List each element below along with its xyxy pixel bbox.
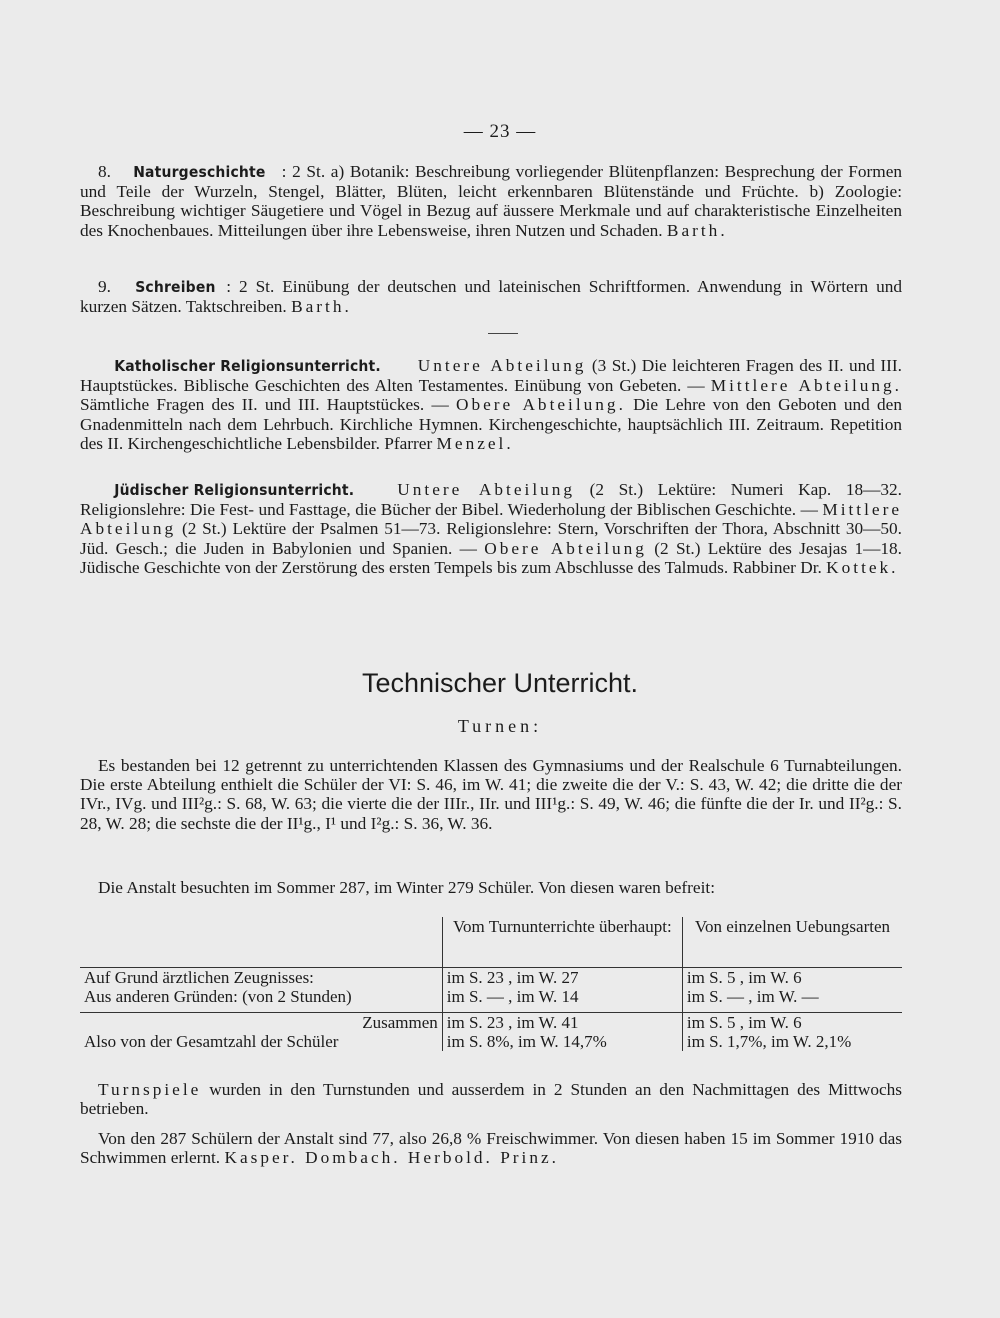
juedisch-heading: Jüdischer Religionsunterricht. <box>114 481 355 499</box>
section-divider <box>488 333 518 334</box>
befreit-text: Die Anstalt besuchten im Sommer 287, im Winter 279 Schüler. Von diesen waren befreit: <box>98 878 716 897</box>
turnen-paragraph <box>80 756 902 833</box>
befreit-paragraph <box>80 878 902 897</box>
juedisch-middle-label: Mittlere Abteilung <box>80 500 902 539</box>
section-schreiben <box>80 277 902 316</box>
table-cell: Aus anderen Gründen: (von 2 Stunden) <box>84 987 352 1006</box>
table-row <box>80 968 902 988</box>
table-header-row <box>80 917 902 968</box>
juedisch-middle-text: (2 St.) Lektüre der Psalmen 51—73. Religionslehre: Stern, Vorschriften der Thora, Abschnitt 30—50. Jüd. Gesch.; die Juden in Babylonien und Spanien. — <box>80 519 902 558</box>
schwimmen-text: Von den 287 Schülern der Anstalt sind 77, also 26,8 % Freischwimmer. Von diesen haben 15 im Sommer 1910 das Schwimmen erlernt. <box>80 1129 902 1168</box>
table-percent-row <box>80 1032 902 1051</box>
teacher-name: Barth. <box>291 297 352 317</box>
table-cell: im S. 8%, im W. 14,7% <box>442 1032 682 1051</box>
table-row <box>80 987 902 1006</box>
exemption-table <box>80 917 902 1051</box>
katholisch-upper-label: Obere Abteilung. <box>455 395 626 415</box>
item-number: 9. <box>98 277 111 296</box>
schwimmen-paragraph <box>80 1129 902 1167</box>
table-cell: im S. 5 , im W. 6 <box>682 1013 902 1033</box>
item-number: 8. <box>98 162 111 181</box>
table-cell: im S. 5 , im W. 6 <box>682 968 902 988</box>
katholisch-middle-text: Sämtliche Fragen des II. und III. Hauptstückes. — <box>80 395 449 415</box>
teacher-name: Barth. <box>666 220 728 240</box>
katholisch-heading: Katholischer Religionsunterricht. <box>114 357 381 375</box>
teacher-name: Menzel. <box>436 433 514 453</box>
table-cell: im S. 1,7%, im W. 2,1% <box>682 1032 902 1051</box>
naturgeschichte-heading: Naturgeschichte <box>132 163 266 181</box>
teacher-name: Kottek. <box>826 557 899 577</box>
table-header-cell: Von einzelnen Uebungsarten <box>682 917 902 968</box>
table-cell: Also von der Gesamtzahl der Schüler <box>84 1032 339 1051</box>
turnen-text: Es bestanden bei 12 getrennt zu unterrichtenden Klassen des Gymnasiums und der Realschule 6 Turnabteilungen. Die erste Abteilung enthielt die Schüler der VI: S. 46, im W. 41; die zweite die der V.: S. 43, W. 42; die dritte die der IVr., IVg. und III²g.: S. 68, W. 63; die vierte die der IIIr., IIr. und III¹g.: S. 49, W. 46; die fünfte die der Ir. und II²g.: S. 28, W. 28; die sechste die der II¹g., I¹ und I²g.: S. 36, W. 36. <box>80 756 902 833</box>
table-cell: im S. — , im W. 14 <box>442 987 682 1006</box>
katholisch-middle-label: Mittlere Abteilung. <box>710 376 902 396</box>
schreiben-text: : 2 St. Einübung der deutschen und lateinischen Schriftformen. Anwendung in Wörtern und kurzen Sätzen. Taktschreiben. <box>80 277 902 317</box>
section-naturgeschichte <box>80 162 902 240</box>
naturgeschichte-text: : 2 St. a) Botanik: Beschreibung vorliegender Blütenpflanzen: Besprechung der Formen und Teile der Wurzeln, Stengel, Blätter, Blüten, leicht erkennbaren Blütenstände und Früchte. b) Zoologie: Beschreibung wichtiger Säugetiere und Vögel in Bezug auf äussere Merkmale und auf charakteristische Einzelheiten des Knochenbaues. Mitteilungen über ihre Lebensweise, ihren Nutzen und Schaden. <box>80 162 902 240</box>
table-cell: Auf Grund ärztlichen Zeugnisses: <box>80 968 442 988</box>
table-header-empty <box>80 917 442 968</box>
section-title: Technischer Unterricht. <box>361 668 639 698</box>
schreiben-heading: Schreiben <box>135 278 216 296</box>
turnspiele-text: wurden in den Turnstunden und ausserdem in 2 Stunden an den Nachmittagen des Mittwochs betrieben. <box>80 1080 902 1119</box>
juedisch-lower-text: (2 St.) Lektüre: Numeri Kap. 18—32. Religionslehre: Die Fest- und Fasttage, die Bücher der Bibel. Wiederholung der Biblischen Geschichte. — <box>80 480 902 520</box>
katholisch-lower-label: Untere Abteilung <box>417 356 587 375</box>
juedisch-lower-label: Untere Abteilung <box>397 480 576 499</box>
juedisch-upper-label: Obere Abteilung <box>484 538 647 558</box>
table-header-cell: Vom Turnunterrichte überhaupt: <box>442 917 682 968</box>
table-sum-row <box>80 1013 902 1033</box>
subsection-title: Turnen: <box>457 716 543 736</box>
table-cell: im S. 23 , im W. 27 <box>442 968 682 988</box>
section-juedisch <box>80 480 902 577</box>
juedisch-upper-text: (2 St.) Lektüre des Jesajas 1—18. Jüdische Geschichte von der Zerstörung des ersten Tempels bis zum Abschlusse des Talmuds. Rabbiner Dr. <box>80 538 903 577</box>
table-cell: im S. 23 , im W. 41 <box>442 1013 682 1033</box>
katholisch-upper-text: Die Lehre von den Geboten und den Gnadenmitteln nach dem Lehrbuch. Kirchliche Hymnen. Kirchengeschichte, hauptsächlich III. Zeitraum. Repetition des II. Kirchengeschichtliche Lebensbilder. Pfarrer <box>80 395 902 453</box>
table-cell: im S. — , im W. — <box>682 987 902 1006</box>
page-number: — 23 — <box>463 121 537 142</box>
table-cell: Zusammen <box>80 1013 442 1033</box>
teacher-names: Kasper. Dombach. Herbold. Prinz. <box>224 1148 559 1168</box>
turnspiele-paragraph <box>80 1080 902 1118</box>
section-katholisch <box>80 356 902 453</box>
turnspiele-label: Turnspiele <box>98 1080 202 1099</box>
katholisch-lower-text: (3 St.) Die leichteren Fragen des II. und III. Hauptstückes. Biblische Geschichten des Alten Testamentes. Einübung von Gebeten. — <box>80 356 902 396</box>
